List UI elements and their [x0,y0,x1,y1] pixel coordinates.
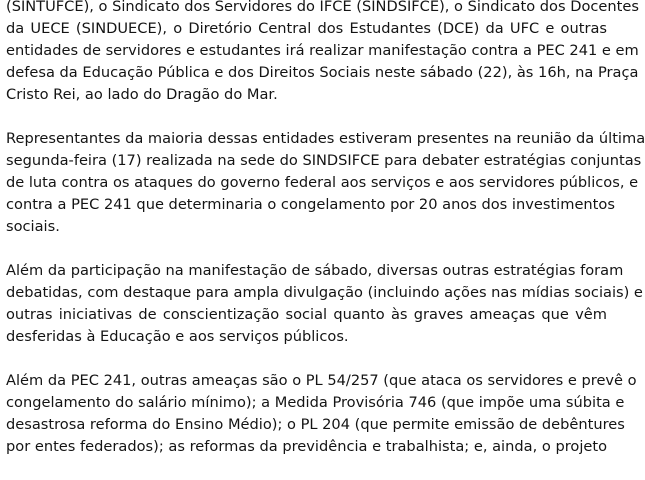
article-body [6,0,645,480]
text-line: (SINTUFCE), o Sindicato dos Servidores do IFCE (SINDSIFCE), o Sindicato dos Docentes [6,0,639,15]
text-line: Cristo Rei, ao lado do Dragão do Mar. [6,86,278,103]
text-line: outras iniciativas de conscientização social quanto às graves ameaças que vêm [6,306,607,323]
text-line: congelamento do salário mínimo); a Medida Provisória 746 (que impõe uma súbita e [6,394,625,411]
text-line: Representantes da maioria dessas entidades estiveram presentes na reunião da última [6,130,645,147]
text-line: segunda-feira (17) realizada na sede do SINDSIFCE para debater estratégias conjuntas [6,152,642,169]
text-line: debatidas, com destaque para ampla divulgação (incluindo ações nas mídias sociais) e [6,284,643,301]
text-line: desferidas à Educação e aos serviços públicos. [6,328,349,345]
paragraph-1 [6,0,639,106]
paragraph-4 [6,370,637,458]
text-line: sociais. [6,218,60,235]
text-line: Além da PEC 241, outras ameaças são o PL 54/257 (que ataca os servidores e prevê o [6,372,637,389]
text-line: entidades de servidores e estudantes irá realizar manifestação contra a PEC 241 e em [6,42,639,59]
text-line: por entes federados); as reformas da previdência e trabalhista; e, ainda, o projeto [6,438,607,455]
paragraph-2 [6,128,645,238]
paragraph-3 [6,260,643,348]
text-line: da UECE (SINDUECE), o Diretório Central dos Estudantes (DCE) da UFC e outras [6,20,607,37]
text-line: defesa da Educação Pública e dos Direitos Sociais neste sábado (22), às 16h, na Praça [6,64,639,81]
text-line: Além da participação na manifestação de sábado, diversas outras estratégias foram [6,262,624,279]
text-line: de luta contra os ataques do governo federal aos serviços e aos servidores públicos, e [6,174,639,191]
text-line: contra a PEC 241 que determinaria o congelamento por 20 anos dos investimentos [6,196,615,213]
text-line: desastrosa reforma do Ensino Médio); o PL 204 (que permite emissão de debêntures [6,416,625,433]
